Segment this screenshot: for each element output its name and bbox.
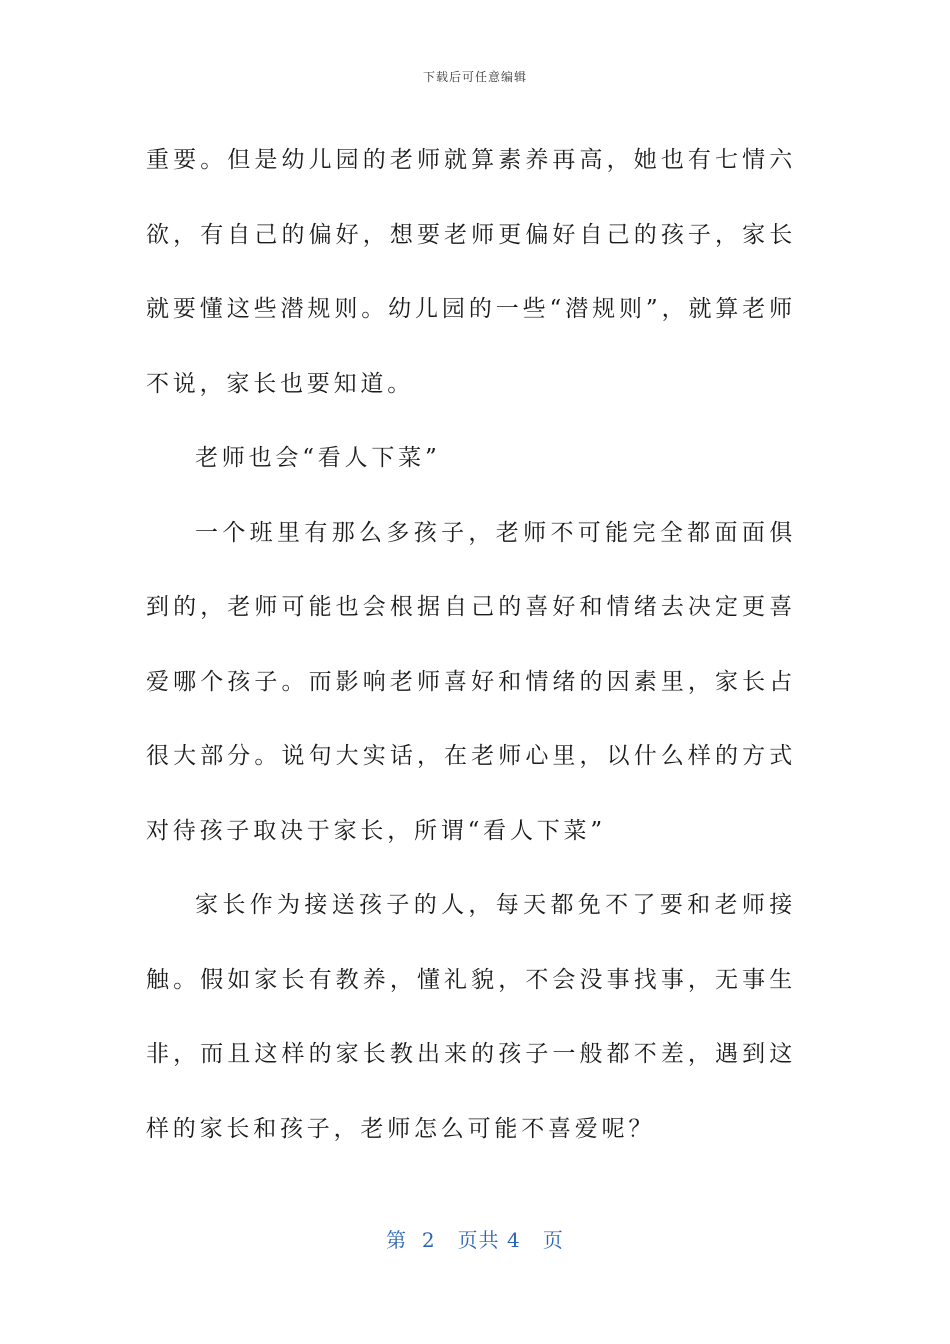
document-body [146, 123, 796, 1166]
page-number-footer [0, 1224, 950, 1253]
page-header: 下载后可任意编辑 [422, 70, 527, 84]
paragraph-1: 重要。但是幼儿园的老师就算素养再高，她也有七情六欲，有自己的偏好，想要老师更偏好自己的孩子，家长就要懂这些潜规则。幼儿园的一些“潜规则”，就算老师不说，家长也要知道。 [146, 147, 796, 397]
paragraph-3: 家长作为接送孩子的人，每天都免不了要和老师接触。假如家长有教养，懂礼貌，不会没事找事，无事生非，而且这样的家长教出来的孩子一般都不差，遇到这样的家长和孩子，老师怎么可能不喜爱呢？ [146, 892, 796, 1142]
paragraph-2: 一个班里有那么多孩子，老师不可能完全都面面俱到的，老师可能也会根据自己的喜好和情绪去决定更喜爱哪个孩子。而影响老师喜好和情绪的因素里，家长占很大部分。说句大实话，在老师心里，以什么样的方式对待孩子取决于家长，所谓“看人下菜” [146, 519, 796, 844]
section-heading: 老师也会“看人下菜” [195, 445, 441, 471]
page-number-text: 第 2 页共 4 页 [386, 1228, 564, 1252]
